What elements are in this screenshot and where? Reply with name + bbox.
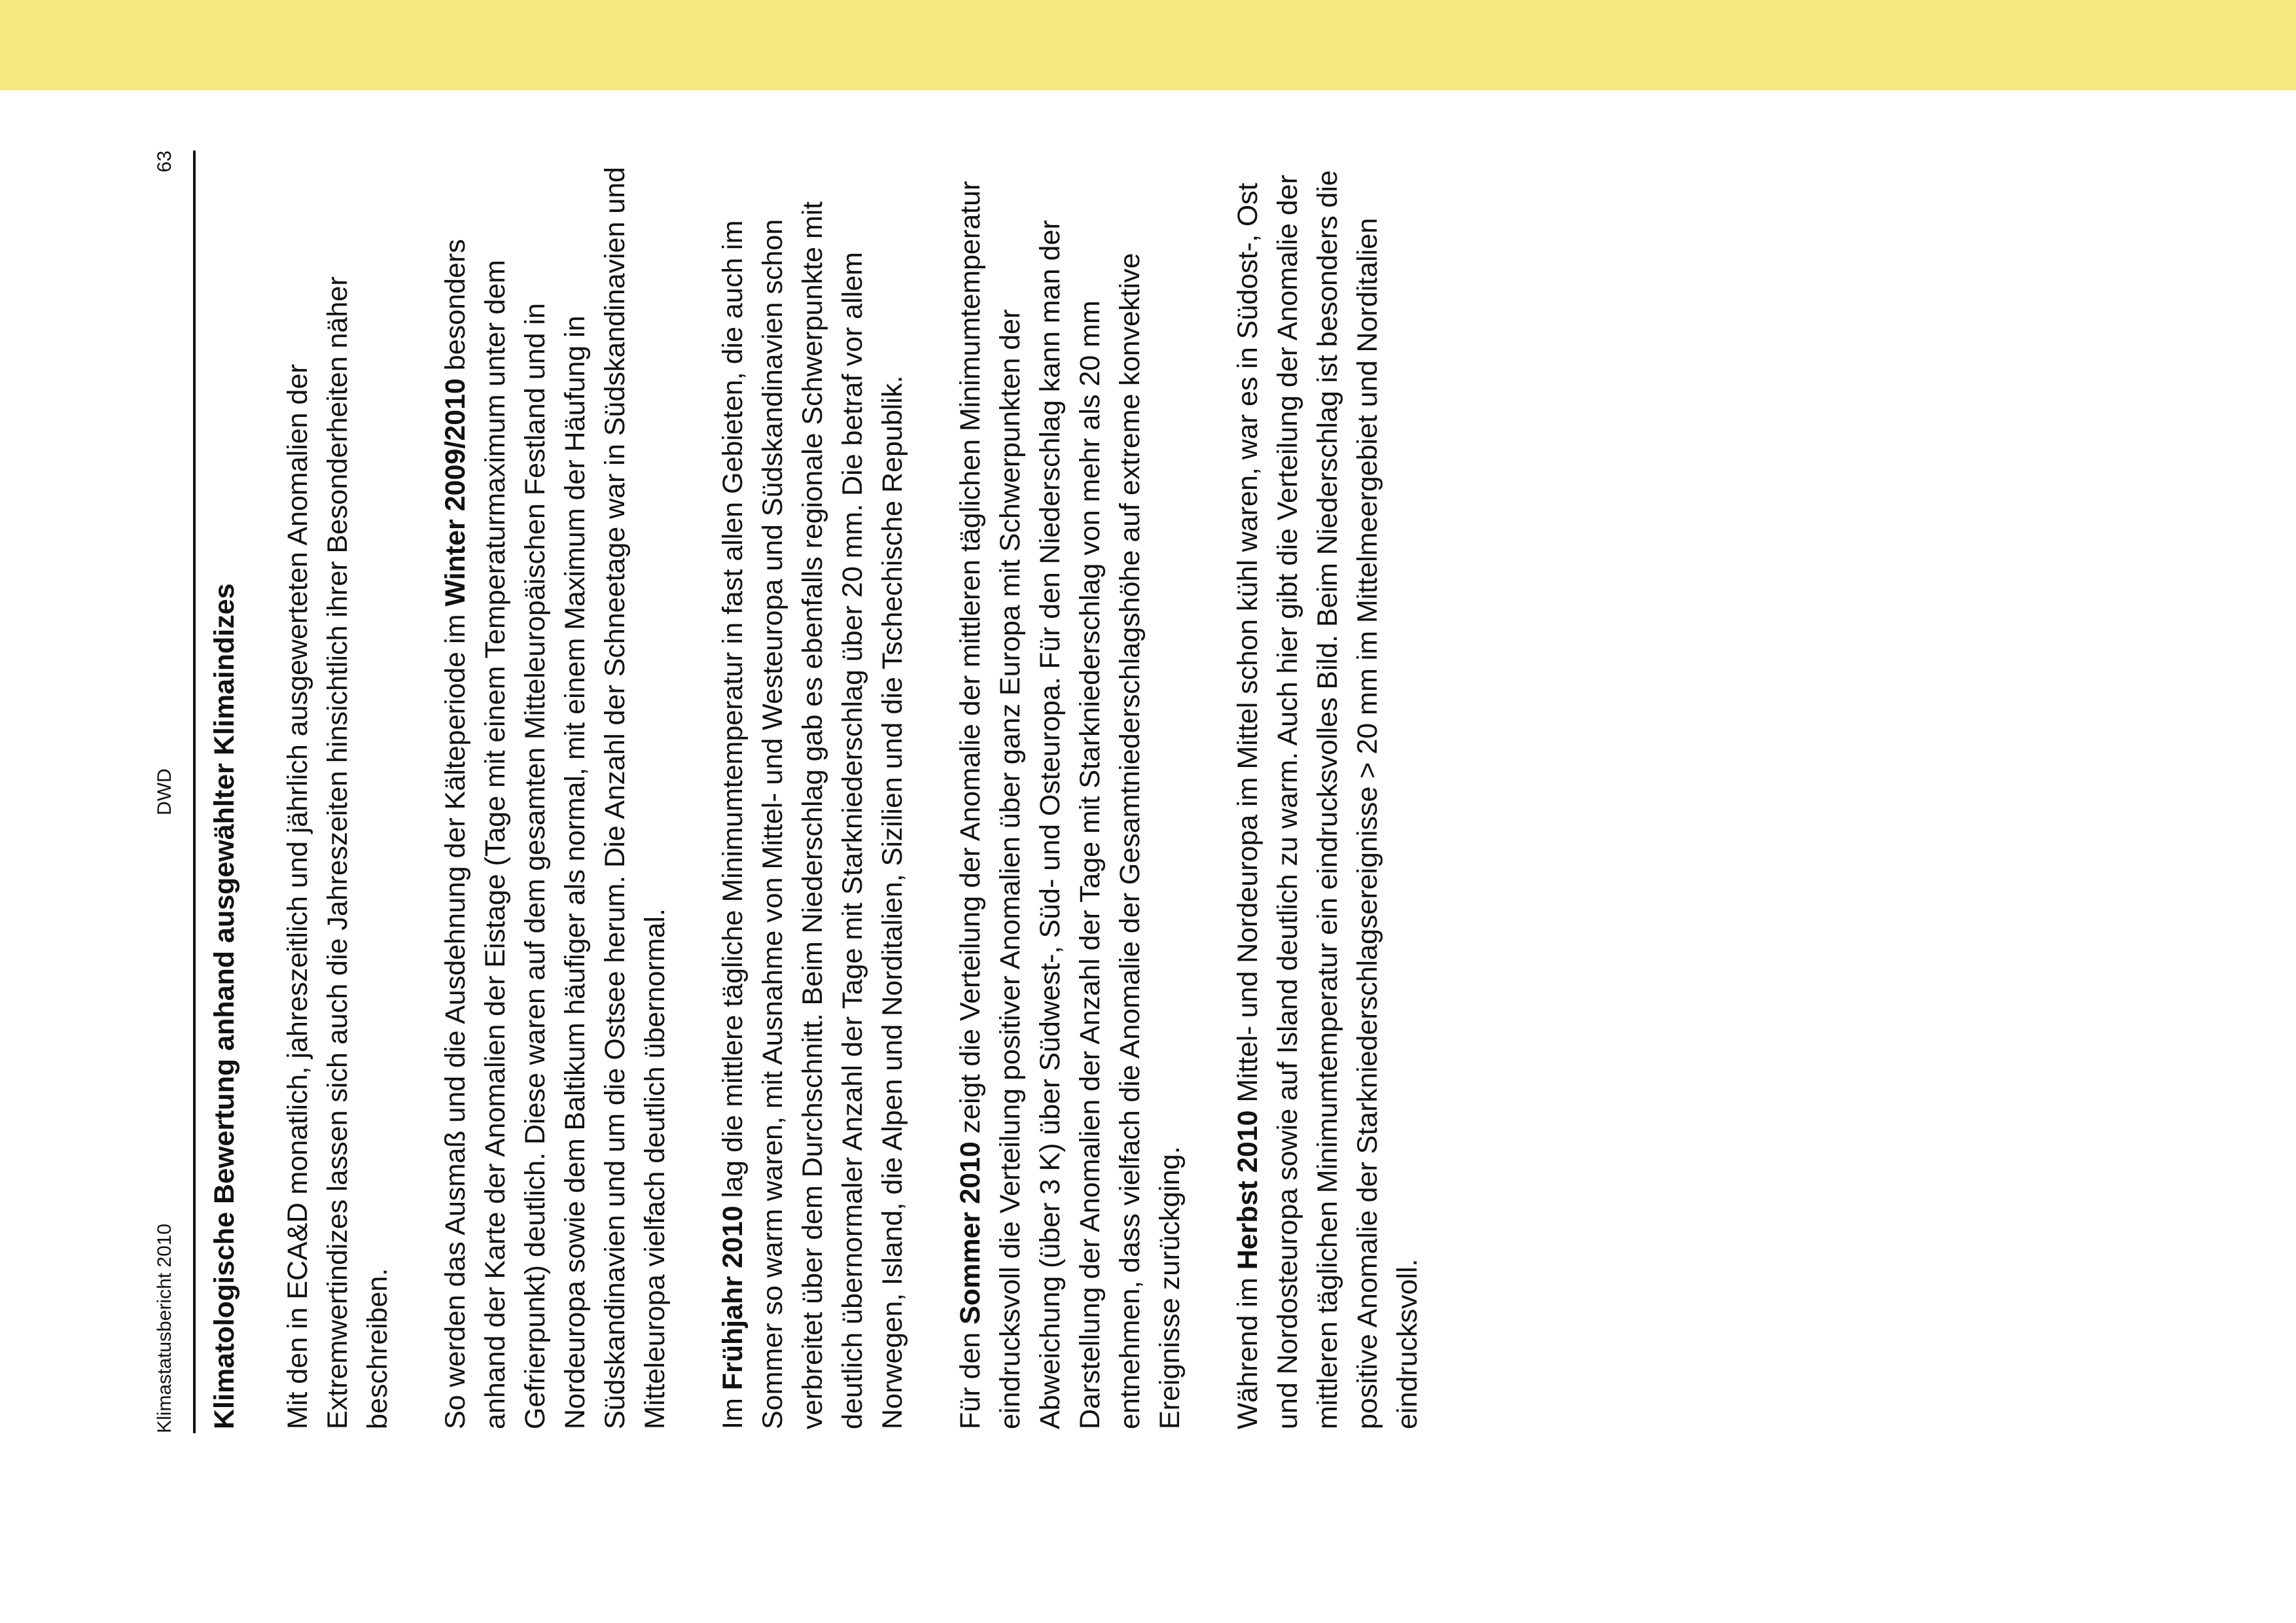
paragraph-text: Während im [1232, 1270, 1263, 1429]
header-divider [193, 151, 196, 1433]
rotated-text-page [147, 151, 1561, 1433]
header-report-title: Klimastatusbericht 2010 [154, 1223, 175, 1433]
season-label: Frühjahr 2010 [717, 1205, 749, 1391]
paragraph-text: Mit den in ECA&D monatlich, jahreszeitlich und jährlich ausgewerteten Anomalien der Extremwertindizes lassen sich auch die Jahreszeiten hinsichtlich ihrer Besonderheiten näher beschreiben. [282, 276, 393, 1429]
paragraph-text: Für den [955, 1324, 986, 1429]
header-publisher: DWD [154, 768, 175, 815]
paragraph-text: Mittel- und Nordeuropa im Mittel schon kühl waren, war es in Südost-, Ost und Nordosteuropa sowie auf Island deutlich zu warm. Auch hier gibt die Verteilung der Anomalie der mittleren täglichen Minimumtemperatur ein eindrucksvolles Bild. Beim Niederschlag ist besonders die positive Anomalie der Starkniederschlagsereignisse > 20 mm im Mittelmeergebiet und Norditalien eindrucksvoll. [1232, 170, 1423, 1429]
paragraph-text: zeigt die Verteilung der Anomalie der mittleren täglichen Minimumtemperatur eindrucksvoll die Verteilung positiver Anomalien über ganz Europa mit Schwerpunkten der Abweichung (über 3 K) über Südwest-, Süd- und Osteuropa. Für den Niederschlag kann man der Darstellung der Anomalien der Anzahl der Tage mit Starkniederschlag von mehr als 20 mm entnehmen, dass vielfach die Anomalie der Gesamtniederschlagshöhe auf extreme konvektive Ereignisse zurückging. [955, 181, 1186, 1429]
running-header [147, 151, 193, 1433]
top-color-band [0, 0, 2296, 90]
season-label: Sommer 2010 [955, 1141, 986, 1325]
paragraph-text: So werden das Ausmaß und die Ausdehnung der Kälteperiode im [440, 606, 471, 1429]
paragraph-autumn [1228, 160, 1428, 1429]
paragraph-summer [951, 160, 1190, 1429]
paragraph-text: Im [717, 1390, 749, 1429]
paragraph-winter [436, 160, 675, 1429]
paragraph-spring [713, 160, 913, 1429]
paragraph-intro [278, 160, 398, 1429]
paragraph-text: lag die mittlere tägliche Minimumtemperatur in fast allen Gebieten, die auch im Sommer so warm waren, mit Ausnahme von Mittel- und Westeuropa und Südskandinavien schon verbreitet über dem Durchschnitt. Beim Niederschlag gab es ebenfalls regionale Schwerpunkte mit deutlich übernormaler Anzahl der Tage mit Starkniederschlag über 20 mm. Die betraf vor allem Norwegen, Island, die Alpen und Norditalien, Sizilien und die Tschechische Republik. [717, 201, 908, 1429]
page-number: 63 [154, 151, 175, 173]
page-content [205, 160, 1428, 1433]
paragraph-text: besonders anhand der Karte der Anomalien der Eistage (Tage mit einem Temperaturmaximum unter dem Gefrierpunkt) deutlich. Diese waren auf dem gesamten Mitteleuropäischen Festland und in Nordeuropa sowie dem Baltikum häufiger als normal, mit einem Maximum der Häufung in Südskandinavien und um die Ostsee herum. Die Anzahl der Schneetage war in Südskandinavien und Mitteleuropa vielfach deutlich übernormal. [440, 166, 671, 1429]
season-label: Herbst 2010 [1232, 1110, 1263, 1270]
section-title: Klimatologische Bewertung anhand ausgewählter Klimaindizes [209, 583, 240, 1429]
season-label: Winter 2009/2010 [440, 378, 471, 607]
